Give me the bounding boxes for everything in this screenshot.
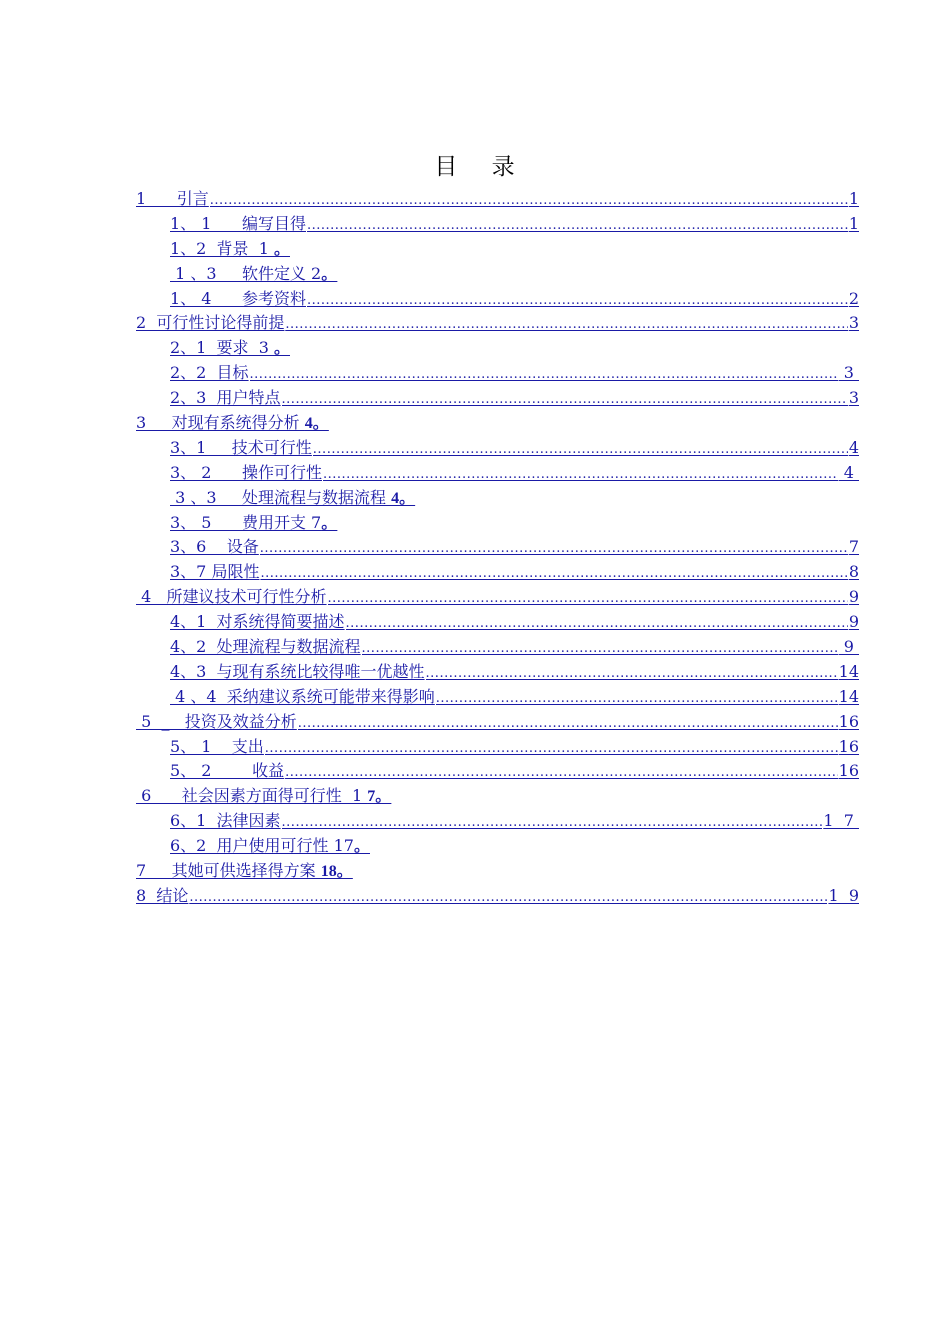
toc-entry[interactable] [136,884,859,909]
toc-entry-label: 4、3 与现有系统比较得唯一优越性 [170,661,425,681]
toc-entry-page-number: 1 9 [828,885,859,905]
toc-entry-label: 4 、4 采纳建议系统可能带来得影响 [170,686,435,706]
toc-entry[interactable] [136,411,859,436]
toc-leader-dots [307,214,848,239]
toc-entry-page-number: 。 [273,340,290,358]
table-of-contents [136,187,859,909]
toc-entry-label: 6、2 用户使用可行性 17 [170,836,354,856]
toc-entry-label: 2、2 目标 [170,363,249,383]
toc-entry[interactable] [170,685,859,710]
toc-leader-dots [260,537,848,562]
toc-leader-dots [189,886,827,911]
toc-entry-label: 4、2 处理流程与数据流程 [170,637,361,657]
toc-entry-label: 3、1 技术可行性 [170,437,312,457]
toc-leader-dots [285,313,847,338]
toc-entry-label: 1、 4 参考资料 [170,288,306,308]
toc-entry-label: 2、3 用户特点 [170,388,281,408]
toc-entry-label: 3、 2 操作可行性 [170,462,322,482]
toc-leader-dots [265,737,838,762]
toc-title: 目 录 [434,154,516,180]
toc-entry[interactable] [170,535,859,560]
toc-entry-label: 2 可行性讨论得前提 [136,313,285,333]
toc-entry-label: 1、2 背景 1 [170,238,274,258]
toc-entry-page-number: 8 [848,562,859,582]
toc-entry-label: 2、1 要求 3 [170,338,274,358]
toc-entry-label: 6、1 法律因素 [170,811,281,831]
toc-entry-label: 4 所建议技术可行性分析 [136,587,327,607]
toc-entry-page-number: 3 [838,363,859,383]
toc-leader-dots [282,388,848,413]
toc-entry-page-number: 1 7 [823,811,859,831]
toc-entry-page-number: 16 [838,736,859,756]
toc-entry[interactable] [170,336,859,361]
toc-entry-label: 3、6 设备 [170,537,259,557]
toc-entry[interactable] [170,834,859,859]
toc-entry[interactable] [170,386,859,411]
toc-entry-page-number: 18。 [320,863,353,881]
toc-entry-page-number: 7。 [367,788,392,806]
toc-entry-page-number: 16 [838,761,859,781]
toc-entry[interactable] [136,784,859,809]
toc-leader-dots [328,587,848,612]
toc-entry-page-number: 4。 [304,415,329,433]
toc-entry-page-number: 9 [848,612,859,632]
toc-entry[interactable] [170,635,859,660]
toc-entry-page-number: 。 [353,838,370,856]
toc-leader-dots [285,761,838,786]
toc-leader-dots [298,712,838,737]
toc-entry[interactable] [170,361,859,386]
toc-entry[interactable] [170,759,859,784]
toc-entry-page-number: 4 [838,462,859,482]
toc-entry-page-number: 2 [848,288,859,308]
toc-leader-dots [210,189,848,214]
toc-entry-label: 1 、3 软件定义 2 [170,263,322,283]
toc-leader-dots [346,612,848,637]
toc-entry[interactable] [170,287,859,312]
toc-entry-label: 1、 1 编写目得 [170,213,306,233]
toc-entry-label: 8 结论 [136,885,189,905]
toc-entry[interactable] [136,311,859,336]
toc-entry-page-number: 7 [848,537,859,557]
toc-entry[interactable] [170,735,859,760]
toc-entry-label: 7 其她可供选择得方案 [136,861,321,881]
toc-entry[interactable] [170,560,859,585]
toc-entry[interactable] [170,262,859,287]
toc-entry-label: 5 _ 投资及效益分析 [136,711,297,731]
toc-entry-label: 6 社会因素方面得可行性 1 [136,786,368,806]
toc-leader-dots [362,637,838,662]
toc-leader-dots [307,289,848,314]
toc-entry-page-number: 3 [848,313,859,333]
toc-entry[interactable] [136,859,859,884]
toc-leader-dots [436,687,838,712]
toc-entry-page-number: 1 [848,189,859,208]
toc-entry-page-number: 4 [848,437,859,457]
toc-entry[interactable] [170,237,859,262]
toc-leader-dots [426,662,838,687]
toc-entry[interactable] [170,511,859,536]
toc-entry-page-number: 9 [838,637,859,657]
toc-entry-label: 3 、3 处理流程与数据流程 [170,487,392,507]
toc-entry-label: 3、7 局限性 [170,562,260,582]
toc-entry[interactable] [136,585,859,610]
toc-leader-dots [323,463,838,488]
toc-entry-page-number: 。 [273,240,290,258]
toc-entry-page-number: 。 [321,265,338,283]
toc-entry[interactable] [170,436,859,461]
toc-entry-label: 1 引言 [136,189,209,208]
toc-leader-dots [282,811,823,836]
toc-entry[interactable] [136,187,859,212]
toc-leader-dots [260,562,847,587]
toc-entry-label: 4、1 对系统得简要描述 [170,612,345,632]
toc-entry-page-number: 14 [838,661,859,681]
toc-entry[interactable] [170,486,859,511]
toc-entry-page-number: 4。 [391,489,416,507]
toc-entry-page-number: 1 [848,213,859,233]
toc-entry[interactable] [170,212,859,237]
toc-entry-page-number: 9 [848,587,859,607]
toc-entry[interactable] [170,809,859,834]
toc-entry-label: 3 对现有系统得分析 [136,413,305,433]
toc-leader-dots [313,438,848,463]
toc-entry-page-number: 14 [838,686,859,706]
toc-entry-label: 5、 2 收益 [170,761,285,781]
toc-entry[interactable] [170,610,859,635]
toc-entry-page-number: 。 [321,514,338,532]
toc-entry[interactable] [170,660,859,685]
toc-entry-label: 3、 5 费用开支 7 [170,512,322,532]
toc-leader-dots [250,363,838,388]
toc-entry-page-number: 3 [848,388,859,408]
toc-entry-label: 5、 1 支出 [170,736,264,756]
toc-entry[interactable] [136,710,859,735]
toc-entry[interactable] [170,461,859,486]
toc-entry-page-number: 16 [838,711,859,731]
